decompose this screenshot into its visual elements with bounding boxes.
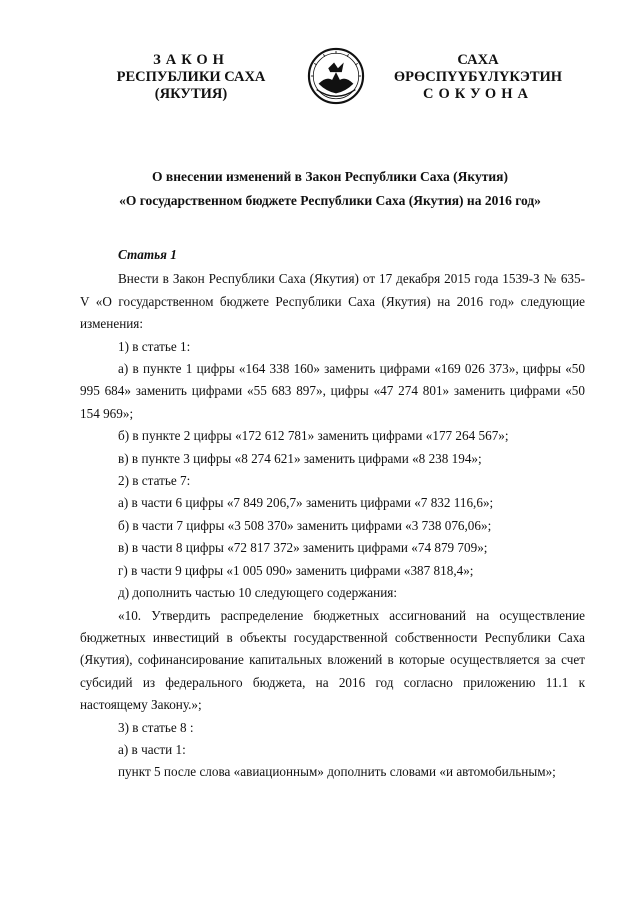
title-line-2: «О государственном бюджете Республики Саха (Якутия) на 2016 год» <box>119 193 541 208</box>
list-item: а) в пункте 1 цифры «164 338 160» заменить цифрами «169 026 373», цифры «50 995 684» заменить цифрами «55 683 897», цифры «47 274 801» заменить цифрами «50 154 969»; <box>80 361 585 421</box>
title-line-1: О внесении изменений в Закон Республики Саха (Якутия) <box>152 169 508 184</box>
header-left <box>80 52 302 103</box>
list-item: а) в части 1: <box>118 741 186 757</box>
header-right <box>372 52 584 103</box>
list-item: 3) в статье 8 : <box>118 719 194 735</box>
coat-of-arms-emblem-icon <box>307 47 365 105</box>
list-item: 2) в статье 7: <box>118 473 191 489</box>
article-heading: Статья 1 <box>118 247 177 262</box>
header-right-line2: СОКУОНА <box>423 86 533 102</box>
document-body <box>80 244 585 784</box>
header-left-line2: РЕСПУБЛИКИ САХА (ЯКУТИЯ) <box>116 69 266 102</box>
list-item: в) в пункте 3 цифры «8 274 621» заменить цифрами «8 238 194»; <box>118 450 482 466</box>
list-item: б) в части 7 цифры «3 508 370» заменить цифрами «3 738 076,06»; <box>118 517 492 533</box>
header-left-line1: ЗАКОН <box>153 52 229 68</box>
header-right-line1: САХА ӨРӨСПҮҮБҮЛҮКЭТИН <box>393 52 563 85</box>
list-item: в) в части 8 цифры «72 817 372» заменить цифрами «74 879 709»; <box>118 540 488 556</box>
quoted-paragraph: «10. Утвердить распределение бюджетных ассигнований на осуществление бюджетных инвестиций в объекты государственной собственности Республики Саха (Якутия), софинансирование капитальных вложений в которые осуществляется за счет субсидий из федерального бюджета, на 2016 год согласно приложению 11.1 к настоящему Закону.»; <box>80 607 585 713</box>
list-item: д) дополнить частью 10 следующего содержания: <box>118 585 397 601</box>
list-item: а) в части 6 цифры «7 849 206,7» заменить цифрами «7 832 116,6»; <box>118 495 494 511</box>
list-item: б) в пункте 2 цифры «172 612 781» заменить цифрами «177 264 567»; <box>118 428 509 444</box>
list-item: пункт 5 после слова «авиационным» дополнить словами «и автомобильным»; <box>118 764 556 780</box>
list-item: 1) в статье 1: <box>118 338 191 354</box>
list-item: г) в части 9 цифры «1 005 090» заменить цифрами «387 818,4»; <box>118 562 474 578</box>
paragraph: Внести в Закон Республики Саха (Якутия) от 17 декабря 2015 года 1539-З № 635-V «О государственном бюджете Республики Саха (Якутия) на 2016 год» следующие изменения: <box>80 271 585 332</box>
document-title <box>70 165 590 213</box>
